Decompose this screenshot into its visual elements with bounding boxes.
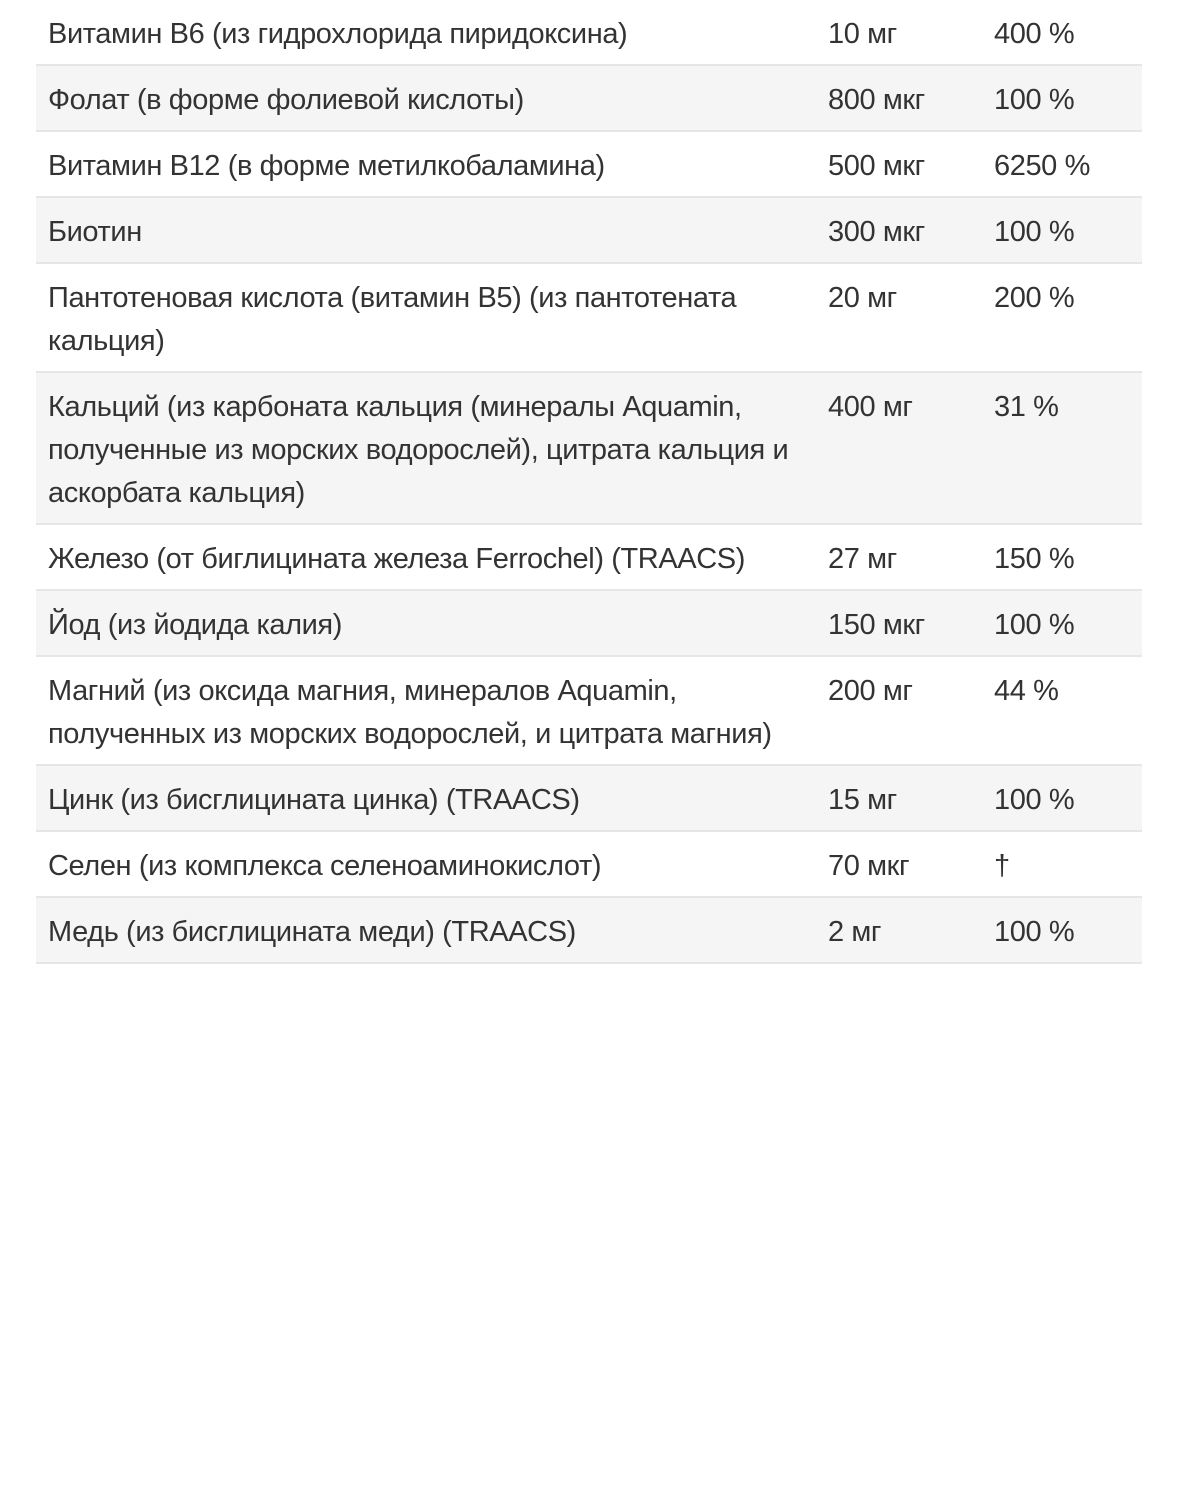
nutrient-name: Йод (из йодида калия): [36, 590, 816, 656]
nutrient-name: Витамин B12 (в форме метилкобаламина): [36, 131, 816, 197]
table-row: [36, 0, 1142, 65]
nutrient-name: Кальций (из карбоната кальция (минералы Aquamin, полученные из морских водорослей), цитрата кальция и аскорбата кальция): [36, 372, 816, 524]
nutrient-amount: 10 мг: [816, 0, 982, 65]
nutrient-amount: 15 мг: [816, 765, 982, 831]
nutrient-amount: 70 мкг: [816, 831, 982, 897]
daily-value: 44 %: [982, 656, 1142, 765]
nutrient-name: Селен (из комплекса селеноаминокислот): [36, 831, 816, 897]
daily-value: †: [982, 831, 1142, 897]
table-row: [36, 131, 1142, 197]
daily-value: 100 %: [982, 65, 1142, 131]
nutrient-name: Биотин: [36, 197, 816, 263]
daily-value: 6250 %: [982, 131, 1142, 197]
table-row: [36, 197, 1142, 263]
daily-value: 100 %: [982, 590, 1142, 656]
nutrient-name: Магний (из оксида магния, минералов Aquamin, полученных из морских водорослей, и цитрата магния): [36, 656, 816, 765]
nutrient-amount: 27 мг: [816, 524, 982, 590]
daily-value: 400 %: [982, 0, 1142, 65]
nutrient-amount: 400 мг: [816, 372, 982, 524]
table-row: [36, 524, 1142, 590]
daily-value: 100 %: [982, 765, 1142, 831]
daily-value: 150 %: [982, 524, 1142, 590]
daily-value: 31 %: [982, 372, 1142, 524]
table-row: [36, 372, 1142, 524]
table-row: [36, 656, 1142, 765]
nutrient-name: Цинк (из бисглицината цинка) (TRAACS): [36, 765, 816, 831]
table-row: [36, 897, 1142, 963]
nutrient-amount: 500 мкг: [816, 131, 982, 197]
nutrient-amount: 200 мг: [816, 656, 982, 765]
daily-value: 200 %: [982, 263, 1142, 372]
nutrient-name: Медь (из бисглицината меди) (TRAACS): [36, 897, 816, 963]
table-row: [36, 765, 1142, 831]
nutrient-name: Фолат (в форме фолиевой кислоты): [36, 65, 816, 131]
nutrient-name: Витамин B6 (из гидрохлорида пиридоксина): [36, 0, 816, 65]
nutrient-name: Пантотеновая кислота (витамин B5) (из пантотената кальция): [36, 263, 816, 372]
nutrient-amount: 2 мг: [816, 897, 982, 963]
table-row: [36, 263, 1142, 372]
table-row: [36, 590, 1142, 656]
nutrient-amount: 150 мкг: [816, 590, 982, 656]
nutrient-amount: 800 мкг: [816, 65, 982, 131]
table-row: [36, 831, 1142, 897]
daily-value: 100 %: [982, 897, 1142, 963]
nutrition-table-container: [36, 0, 1142, 964]
table-row: [36, 65, 1142, 131]
daily-value: 100 %: [982, 197, 1142, 263]
nutrient-amount: 20 мг: [816, 263, 982, 372]
nutrient-amount: 300 мкг: [816, 197, 982, 263]
nutrient-name: Железо (от биглицината железа Ferrochel) (TRAACS): [36, 524, 816, 590]
nutrition-table: [36, 0, 1142, 964]
